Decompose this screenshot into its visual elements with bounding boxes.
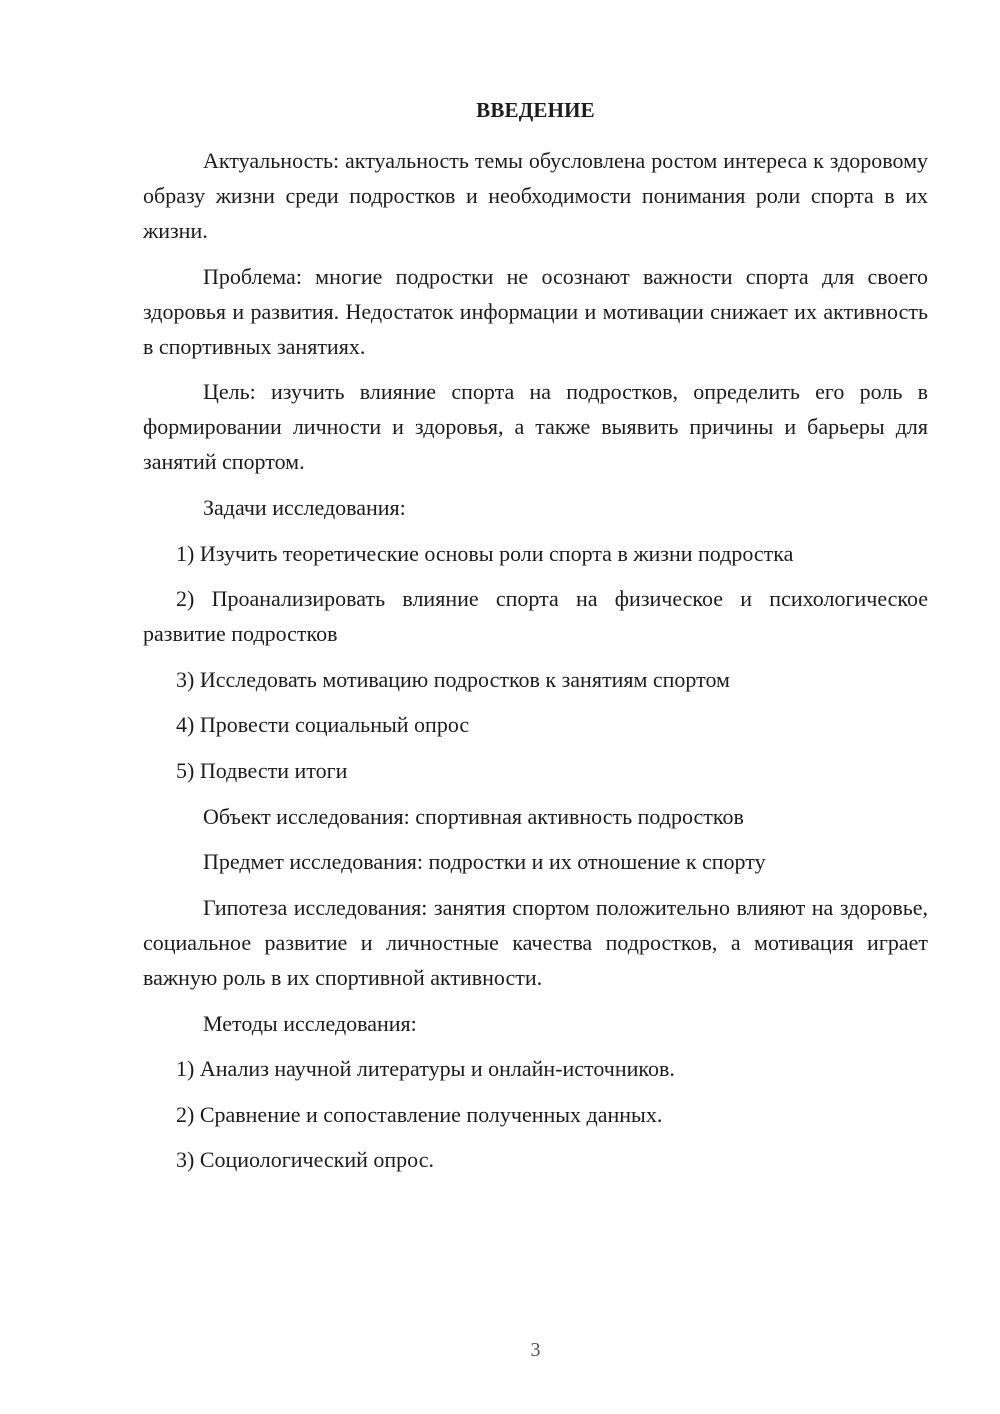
- object-paragraph: Объект исследования: спортивная активность подростков: [203, 804, 744, 829]
- tasks-heading: Задачи исследования:: [203, 495, 406, 520]
- task-item: 2) Проанализировать влияние спорта на физическое и психологическое развитие подростков: [143, 586, 928, 646]
- hypothesis-paragraph: Гипотеза исследования: занятия спортом положительно влияют на здоровье, социальное развитие и личностные качества подростков, а мотивация играет важную роль в их спортивной активности.: [143, 895, 928, 990]
- method-item: 3) Социологический опрос.: [176, 1147, 434, 1172]
- methods-heading: Методы исследования:: [203, 1011, 417, 1036]
- task-item: 1) Изучить теоретические основы роли спорта в жизни подростка: [176, 541, 794, 566]
- task-item: 5) Подвести итоги: [176, 758, 348, 783]
- task-item: 3) Исследовать мотивацию подростков к занятиям спортом: [176, 667, 730, 692]
- section-title: ВВЕДЕНИЕ: [476, 98, 595, 122]
- subject-paragraph: Предмет исследования: подростки и их отношение к спорту: [203, 849, 766, 874]
- method-item: 2) Сравнение и сопоставление полученных данных.: [176, 1102, 663, 1127]
- task-item: 4) Провести социальный опрос: [176, 712, 470, 737]
- document-page: [143, 0, 928, 1414]
- method-item: 1) Анализ научной литературы и онлайн-источников.: [176, 1056, 675, 1081]
- goal-paragraph: Цель: изучить влияние спорта на подростков, определить его роль в формировании личности и здоровья, а также выявить причины и барьеры для занятий спортом.: [143, 379, 928, 474]
- page-number: 3: [530, 1339, 541, 1361]
- problem-paragraph: Проблема: многие подростки не осознают важности спорта для своего здоровья и развития. Недостаток информации и мотивации снижает их активность в спортивных занятиях.: [143, 264, 928, 359]
- relevance-paragraph: Актуальность: актуальность темы обусловлена ростом интереса к здоровому образу жизни среди подростков и необходимости понимания роли спорта в их жизни.: [143, 148, 928, 243]
